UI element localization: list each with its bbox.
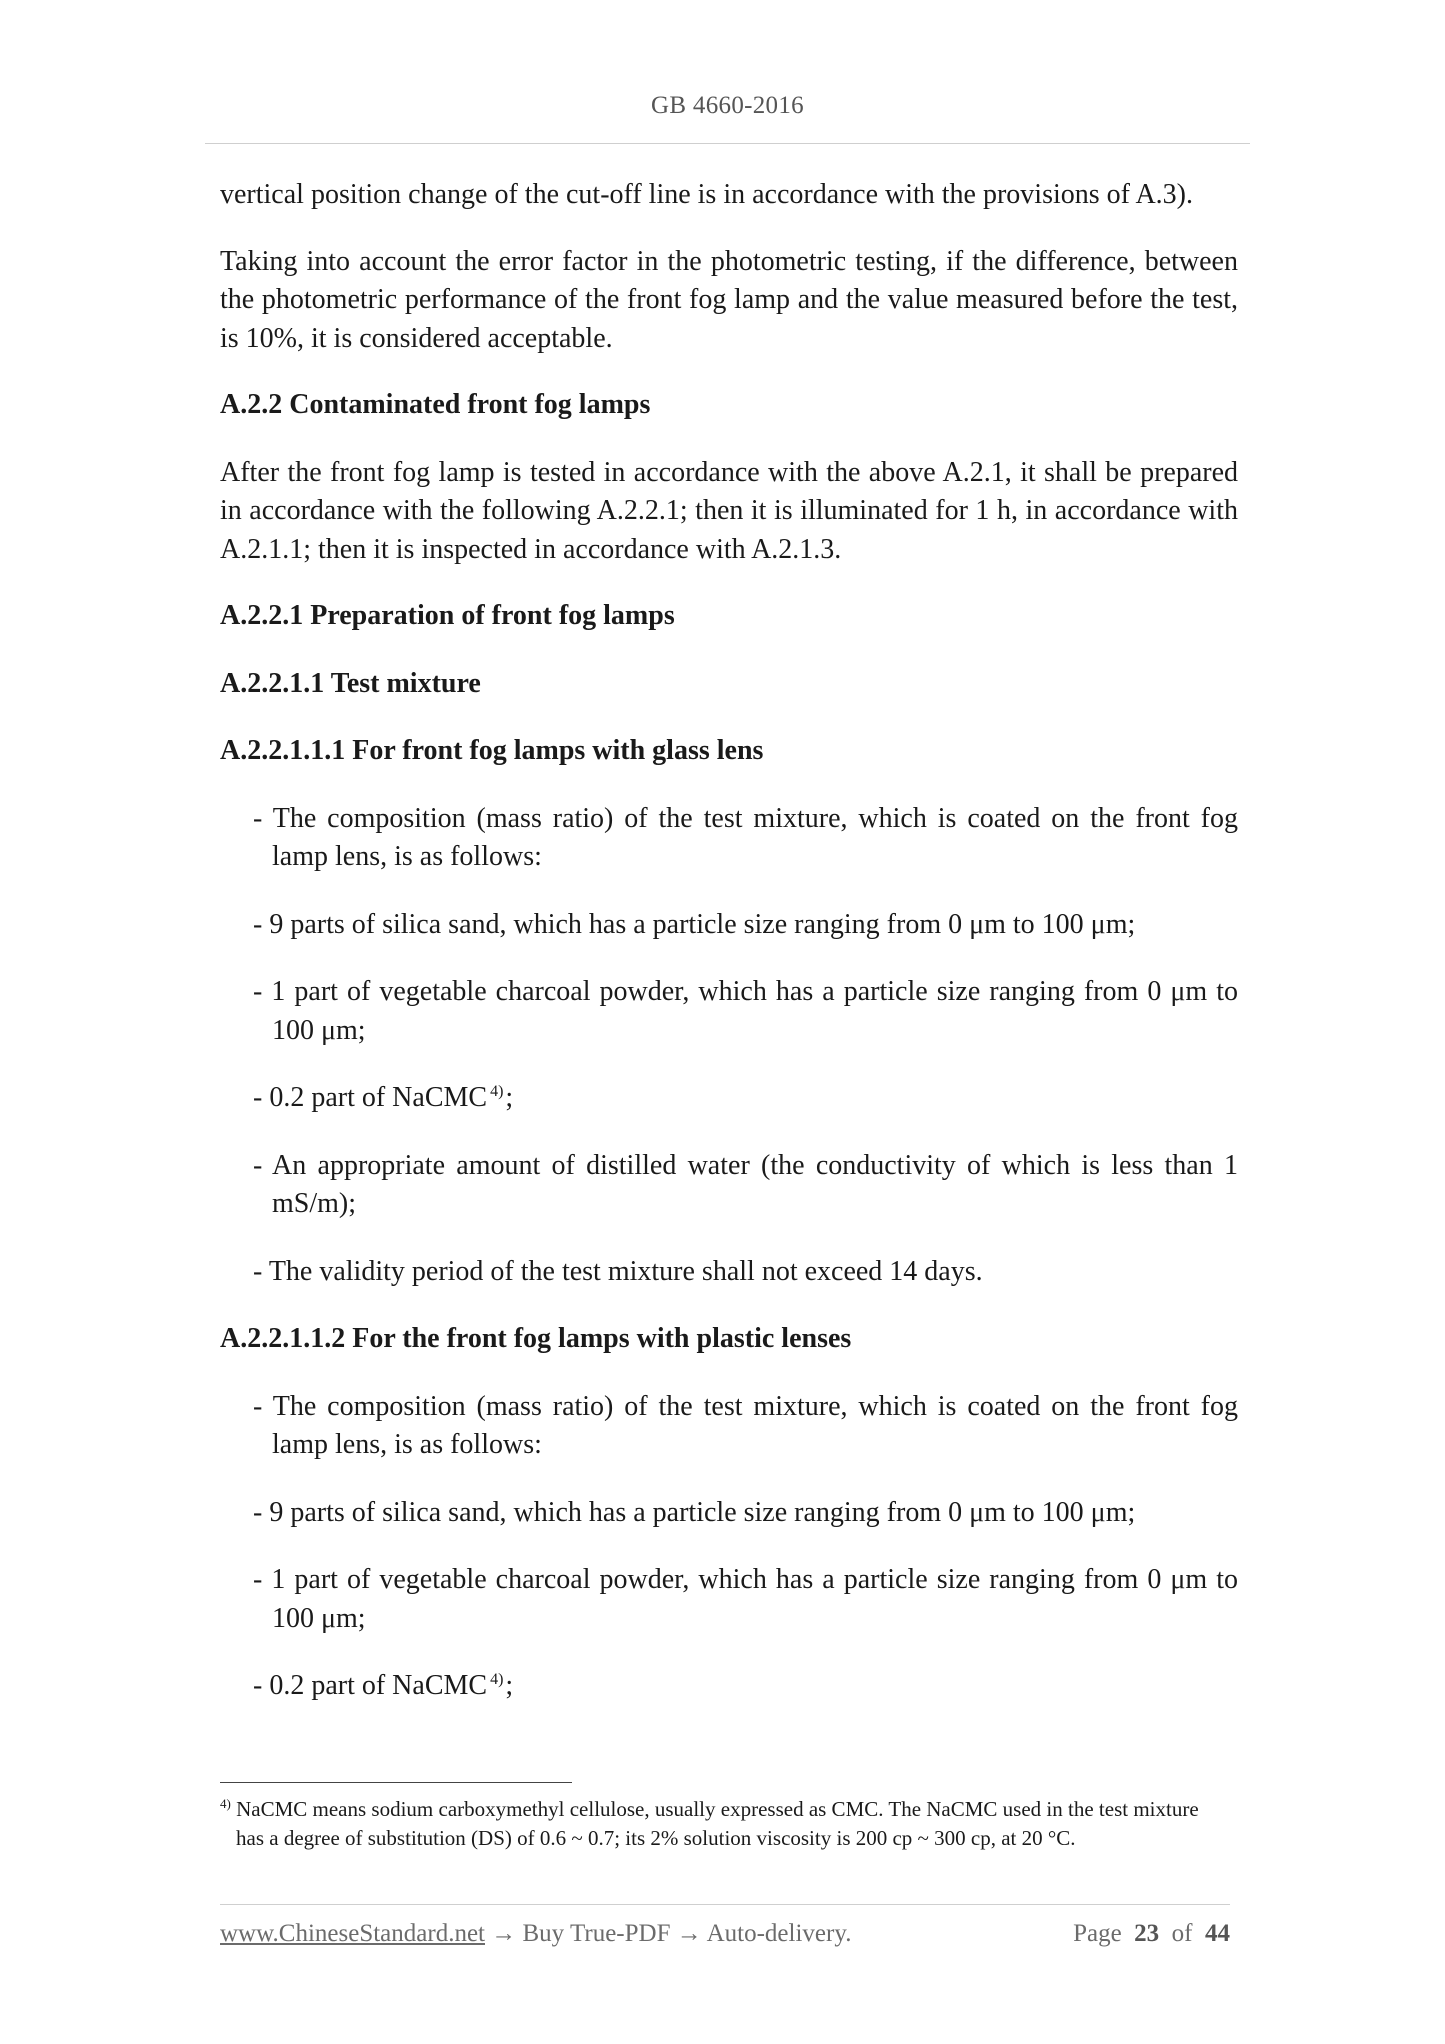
footnote-text: NaCMC means sodium carboxymethyl cellulose, usually expressed as CMC. The NaCMC used in the test mixture has a degree of substitution (DS) of 0.6 ~ 0.7; its 2% solution viscosity is 200 cp ~ 300 cp, at 20 °C.: [236, 1797, 1199, 1850]
footnote-marker: 4): [220, 1796, 231, 1811]
heading-a-2-2-1: A.2.2.1 Preparation of front fog lamps: [220, 600, 675, 631]
running-header: GB 4660-2016: [651, 92, 804, 119]
footnote-reference[interactable]: 4): [490, 1083, 504, 1100]
arrow-right-icon: →: [491, 1920, 517, 1947]
list-item: - 1 part of vegetable charcoal powder, which has a particle size ranging from 0 μm to 100 μm;: [253, 976, 1238, 1046]
page-total: 44: [1205, 1920, 1230, 1947]
auto-delivery-text: Auto-delivery.: [706, 1920, 852, 1947]
footnote-divider: [220, 1782, 572, 1783]
heading-a-2-2-1-1-1: A.2.2.1.1.1 For front fog lamps with glass lens: [220, 735, 764, 766]
list-item: [220, 1667, 1238, 1706]
buy-true-pdf-text: Buy True-PDF: [522, 1920, 671, 1947]
page-body: [220, 176, 1238, 1735]
list-item: [220, 1079, 1238, 1118]
item-text: - 0.2 part of NaCMC: [253, 1670, 488, 1701]
of-label: of: [1171, 1920, 1193, 1947]
footer-divider: [220, 1904, 1230, 1905]
arrow-right-icon: →: [676, 1920, 702, 1947]
page-label: Page: [1073, 1920, 1122, 1947]
heading-a-2-2-1-1: A.2.2.1.1 Test mixture: [220, 667, 481, 699]
site-link[interactable]: www.ChineseStandard.net: [220, 1920, 485, 1947]
list-item: - The composition (mass ratio) of the test mixture, which is coated on the front fog lamp lens, is as follows:: [253, 1390, 1238, 1460]
list-item: - The composition (mass ratio) of the test mixture, which is coated on the front fog lamp lens, is as follows:: [253, 802, 1238, 872]
paragraph-continuation: vertical position change of the cut-off line is in accordance with the provisions of A.3).: [220, 179, 1193, 210]
glass-lens-list: [220, 800, 1238, 1292]
item-text: - 0.2 part of NaCMC: [253, 1082, 488, 1113]
list-item: - The validity period of the test mixture shall not exceed 14 days.: [253, 1255, 983, 1287]
footnote-reference[interactable]: 4): [490, 1671, 504, 1688]
item-punctuation: ;: [505, 1082, 514, 1113]
list-item: - An appropriate amount of distilled water (the conductivity of which is less than 1 mS/m);: [253, 1149, 1238, 1219]
heading-a-2-2: A.2.2 Contaminated front fog lamps: [220, 389, 651, 420]
page-number: [1073, 1920, 1230, 1948]
list-item: - 9 parts of silica sand, which has a particle size ranging from 0 μm to 100 μm;: [253, 1496, 1136, 1528]
item-punctuation: ;: [505, 1670, 514, 1701]
header-divider: [205, 143, 1250, 144]
paragraph-contaminated: After the front fog lamp is tested in accordance with the above A.2.1, it shall be prepared in accordance with the following A.2.2.1; then it is illuminated for 1 h, in accordance with A.2.1.1; then it is inspected in accordance with A.2.1.3.: [220, 456, 1238, 565]
list-item: - 9 parts of silica sand, which has a particle size ranging from 0 μm to 100 μm;: [253, 908, 1136, 940]
footer-promo: [220, 1920, 851, 1948]
plastic-lens-list: [220, 1388, 1238, 1706]
heading-a-2-2-1-1-2: A.2.2.1.1.2 For the front fog lamps with plastic lenses: [220, 1323, 852, 1354]
footnote: [220, 1795, 1220, 1852]
list-item: - 1 part of vegetable charcoal powder, which has a particle size ranging from 0 μm to 100 μm;: [253, 1564, 1238, 1634]
page-current: 23: [1134, 1920, 1160, 1947]
paragraph-error-factor: Taking into account the error factor in the photometric testing, if the difference, between the photometric performance of the front fog lamp and the value measured before the test, is 10%, it is considered acceptable.: [220, 245, 1238, 354]
